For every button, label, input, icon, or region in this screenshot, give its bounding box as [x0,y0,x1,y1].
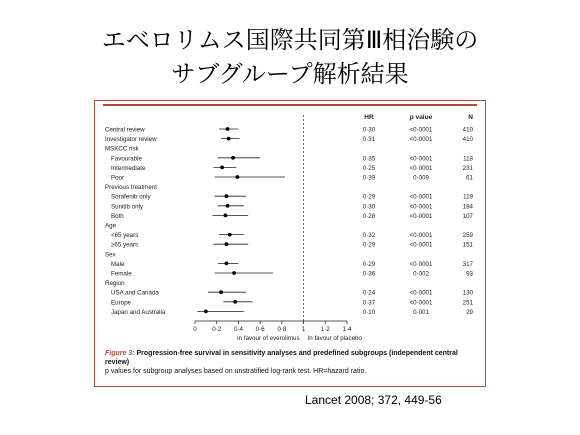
citation: Lancet 2008; 372, 449-56 [305,393,442,407]
figure-note: p values for subgroup analyses based on unstratified log-rank test. HR=hazard ratio. [105,368,367,375]
hr-value: 0·39 [362,174,376,182]
row-label: Sunitib only [111,203,143,211]
subgroup-header-label: Age [105,222,117,230]
figure-caption [105,349,475,376]
row-label: Central review [105,126,145,134]
subgroup-header-label: Sex [105,251,116,259]
n-value: 118 [463,155,473,163]
figure-top-rule [103,104,477,106]
row-label: Intermediate [111,164,146,172]
n-value: 251 [462,299,473,307]
row-label: Japan and Australia [111,308,166,316]
p-value: <0·0001 [409,299,433,307]
hr-point [224,214,228,218]
row-label: Both [111,212,124,220]
n-value: 151 [462,241,473,249]
hr-point [232,271,236,275]
x-tick-label: 0·6 [255,326,265,333]
x-tick-label: 0·8 [277,326,287,333]
n-value: 119 [463,193,473,201]
figure-title: Progression-free survival in sensitivity analyses and predefined subgroups (independent central review) [105,350,458,366]
row-label: Male [111,260,125,268]
x-tick-label: 0·4 [233,326,243,333]
hr-value: 0·24 [362,289,376,297]
x-label-right: In favour of placebo [307,335,362,342]
n-value: 130 [462,289,473,297]
hr-point [225,194,229,198]
p-value: <0·0001 [409,126,433,134]
row-label: Poor [111,174,125,182]
hr-value: 0·25 [362,164,376,172]
hr-point [219,290,223,294]
n-value: 184 [462,203,473,211]
p-value: <0·0001 [409,155,433,163]
hr-point [228,233,232,237]
column-header: p value [409,114,433,121]
n-value: 107 [462,212,473,220]
row-label: ≥65 years [111,241,139,249]
hr-value: 0·29 [362,241,376,249]
x-label-left: In favour of everolimus [236,335,300,342]
subgroup-header-label: MSKCC risk [105,145,139,153]
x-tick-label: 1·2 [320,326,330,333]
hr-point [204,310,208,314]
hr-value: 0·29 [362,260,376,268]
hr-value: 0·31 [362,136,376,144]
x-tick-label: 0 [193,326,197,333]
n-value: 259 [462,232,473,240]
hr-point [225,262,229,266]
hr-value: 0·10 [362,308,376,316]
column-header: N [468,114,473,121]
figure-label: Figure 3: [105,350,135,357]
figure-panel [94,100,486,387]
p-value: <0·0001 [409,232,433,240]
hr-value: 0·35 [362,155,376,163]
hr-value: 0·32 [362,232,376,240]
slide-title-line2: サブグループ解析結果 [171,60,409,88]
row-label: Female [111,270,132,278]
x-tick-label: 1 [301,326,306,333]
row-label: Favourable [111,155,142,163]
column-header: HR [364,114,374,121]
hr-value: 0·30 [362,203,376,211]
hr-point [235,175,239,179]
p-value: 0·009 [413,174,429,182]
hr-point [233,300,237,304]
p-value: 0·002 [413,270,429,278]
row-label: Europe [111,299,131,307]
hr-point [225,242,229,246]
slide-title-line1: エベロリムス国際共同第Ⅲ相治験の [101,26,479,54]
hr-point [231,156,235,160]
hr-value: 0·36 [362,270,376,278]
n-value: 93 [466,270,473,278]
p-value: 0·001 [413,308,429,316]
hr-value: 0·29 [362,193,376,201]
hr-point [227,137,231,141]
n-value: 29 [466,308,473,316]
n-value: 231 [462,164,473,172]
subgroup-header-label: Region [105,280,125,288]
p-value: <0·0001 [409,193,433,201]
p-value: <0·0001 [409,203,433,211]
row-label: Sorafenib only [111,193,151,201]
n-value: 61 [466,174,473,182]
p-value: <0·0001 [409,136,433,144]
x-tick-label: 1·4 [342,326,352,333]
forest-plot [99,107,481,345]
p-value: <0·0001 [409,260,433,268]
n-value: 410 [462,126,473,134]
p-value: <0·0001 [409,289,433,297]
row-label: USA and Canada [111,289,159,297]
row-label: <65 years [111,232,139,240]
n-value: 410 [462,136,473,144]
hr-point [226,127,230,131]
p-value: <0·0001 [409,241,433,249]
hr-point [220,166,224,170]
hr-value: 0·30 [362,126,376,134]
hr-value: 0·37 [362,299,376,307]
n-value: 317 [462,260,473,268]
hr-value: 0·28 [362,212,376,220]
row-label: Investigator review [105,136,157,144]
subgroup-header-label: Previous treatment [105,184,157,192]
p-value: <0·0001 [409,212,433,220]
x-tick-label: 0·2 [212,326,222,333]
hr-point [226,204,230,208]
p-value: <0·0001 [409,164,433,172]
